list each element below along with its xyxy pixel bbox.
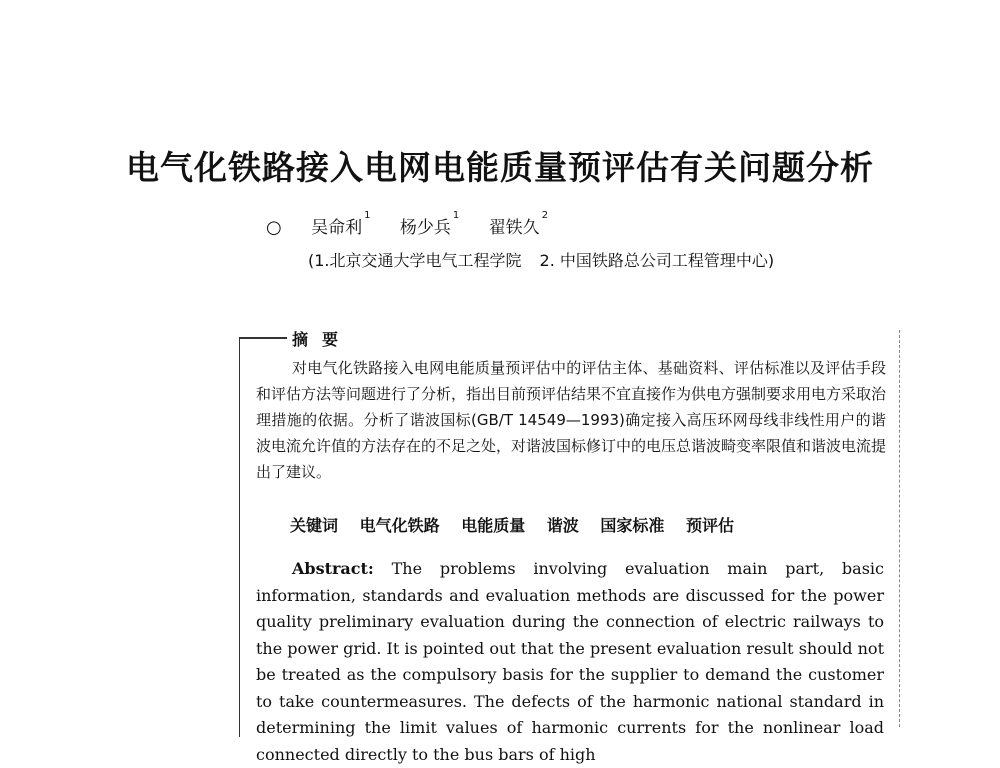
- author-line: [266, 210, 572, 238]
- paper-title: 电气化铁路接入电网电能质量预评估有关问题分析: [126, 148, 874, 187]
- keyword-item: 谐波: [546, 516, 579, 535]
- affiliation-2: 2. 中国铁路总公司工程管理中心): [539, 251, 775, 270]
- abstract-label: 摘要: [292, 330, 353, 349]
- keywords: [290, 513, 734, 536]
- abstract-frame-left: [239, 337, 240, 737]
- affiliation-open: (1.: [308, 251, 330, 270]
- author-name: 吴命利: [311, 218, 363, 238]
- author-name: 杨少兵: [399, 218, 451, 238]
- author-name: 翟铁久: [488, 218, 540, 238]
- abstract-en-label: Abstract:: [292, 559, 374, 578]
- author-mark: ○: [266, 217, 282, 238]
- affiliations: [308, 248, 774, 271]
- keyword-item: 国家标准: [600, 516, 665, 535]
- affiliation-1: 北京交通大学电气工程学院: [329, 251, 522, 270]
- author-2: [399, 210, 460, 238]
- keywords-label: 关键词: [290, 516, 339, 535]
- author-affil-mark: 2: [541, 210, 549, 221]
- abstract-text-cn: 对电气化铁路接入电网电能质量预评估中的评估主体、基础资料、评估标准以及评估手段和评估方法等问题进行了分析，指出目前预评估结果不宜直接作为供电方强制要求用电方采取治理措施的依据。分析了谐波国标(GB/T 14549—1993)确定接入高压环网母线非线性用户的谐波电流允许值的方法存在的不足之处，对谐波国标修订中的电压总谐波畸变率限值和谐波电流提出了建议。: [256, 359, 887, 481]
- abstract-text-en: [256, 556, 884, 768]
- abstract-en-body: The problems involving evaluation main part, basic information, standards and evaluation methods are discussed for the power quality preliminary evaluation during the connection of electric railways to the power grid. It is pointed out that the present evaluation result should not be treated as the compulsory basis for the supplier to demand the customer to take countermeasures. The defects of the harmonic national standard in determining the limit values of harmonic currents for the nonlinear load connected directly to the bus bars of high: [256, 559, 884, 764]
- abstract-frame-right: [899, 330, 900, 727]
- keyword-item: 电气化铁路: [359, 516, 440, 535]
- keyword-item: 预评估: [685, 516, 734, 535]
- keyword-item: 电能质量: [461, 516, 526, 535]
- author-1: [311, 210, 371, 238]
- abstract-frame-tick: [239, 337, 287, 339]
- author-affil-mark: 1: [364, 210, 371, 221]
- author-affil-mark: 1: [452, 210, 460, 221]
- author-3: [488, 210, 549, 238]
